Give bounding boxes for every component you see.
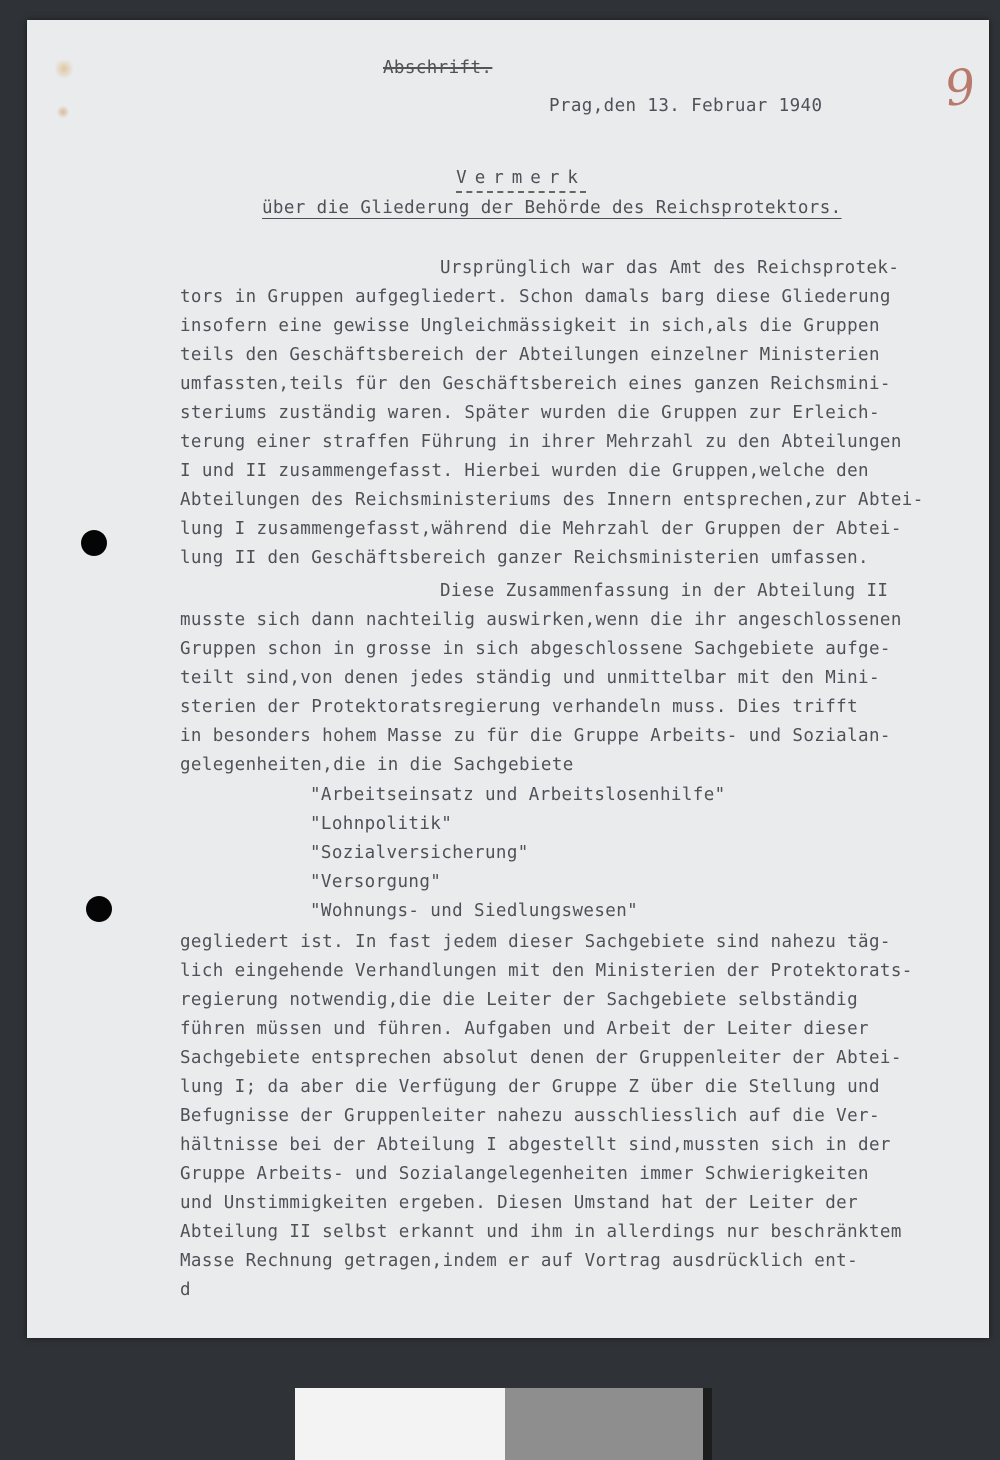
subject-area-item: "Wohnungs- und Siedlungswesen" [310,901,639,921]
paragraph-line: Abteilung II selbst erkannt und ihm in allerdings nur beschränktem [180,1222,902,1242]
rust-stain [55,58,73,80]
folio-number: 9 [941,58,980,118]
paragraph-line: umfassten,teils für den Geschäftsbereich eines ganzen Reichsmini- [180,374,891,394]
paragraph-line: gegliedert ist. In fast jedem dieser Sachgebiete sind nahezu täg- [180,932,891,952]
rust-stain [57,105,69,119]
paragraph-line: sterien der Protektoratsregierung verhandeln muss. Dies trifft [180,697,859,717]
paragraph-line: lung I zusammengefasst,während die Mehrzahl der Gruppen der Abtei- [180,519,902,539]
document-title: Vermerk [456,168,586,193]
document-page [27,20,989,1338]
paragraph-line: führen müssen und führen. Aufgaben und Arbeit der Leiter dieser [180,1019,869,1039]
paragraph-line: musste sich dann nachteilig auswirken,wenn die ihr angeschlossenen [180,610,902,630]
paragraph-line: und Unstimmigkeiten ergeben. Diesen Umstand hat der Leiter der [180,1193,859,1213]
paragraph-line: teilt sind,von denen jedes ständig und unmittelbar mit den Mini- [180,668,880,688]
paragraph-line: Befugnisse der Gruppenleiter nahezu ausschliesslich auf die Ver- [180,1106,880,1126]
paragraph-line: Gruppe Arbeits- und Sozialangelegenheiten immer Schwierigkeiten [180,1164,869,1184]
subject-area-item: "Versorgung" [310,872,442,892]
paragraph-line: terung einer straffen Führung in ihrer Mehrzahl zu den Abteilungen [180,432,902,452]
paragraph-line: lich eingehende Verhandlungen mit den Ministerien der Protektorats- [180,961,913,981]
paragraph-line: Diese Zusammenfassung in der Abteilung II [440,581,889,601]
subject-area-item: "Lohnpolitik" [310,814,453,834]
place-date: Prag,den 13. Februar 1940 [549,96,823,116]
paragraph-line: Ursprünglich war das Amt des Reichsprotek- [440,258,900,278]
punch-hole [81,530,107,556]
subject-area-item: "Arbeitseinsatz und Arbeitslosenhilfe" [310,785,726,805]
color-calibration-grey [505,1388,703,1460]
paragraph-line: Sachgebiete entsprechen absolut denen der Gruppenleiter der Abtei- [180,1048,902,1068]
document-subtitle: über die Gliederung der Behörde des Reichsprotektors. [262,198,842,218]
color-calibration-white [295,1388,505,1460]
paragraph-line: Abteilungen des Reichsministeriums des Innern entsprechen,zur Abtei- [180,490,924,510]
color-calibration-black [703,1388,712,1460]
subject-area-item: "Sozialversicherung" [310,843,529,863]
paragraph-line: steriums zuständig waren. Später wurden die Gruppen zur Erleich- [180,403,880,423]
paragraph-line: lung II den Geschäftsbereich ganzer Reichsministerien umfassen. [180,548,869,568]
header-stamp: Abschrift. [383,58,493,78]
paragraph-line: hältnisse bei der Abteilung I abgestellt sind,mussten sich in der [180,1135,891,1155]
paragraph-line: Gruppen schon in grosse in sich abgeschlossene Sachgebiete aufge- [180,639,891,659]
paragraph-line: in besonders hohem Masse zu für die Gruppe Arbeits- und Sozialan- [180,726,891,746]
paragraph-line: d [180,1280,191,1300]
paragraph-line: tors in Gruppen aufgegliedert. Schon damals barg diese Gliederung [180,287,891,307]
paragraph-line: regierung notwendig,die die Leiter der Sachgebiete selbständig [180,990,859,1010]
paragraph-line: lung I; da aber die Verfügung der Gruppe Z über die Stellung und [180,1077,880,1097]
punch-hole [86,896,112,922]
paragraph-line: teils den Geschäftsbereich der Abteilungen einzelner Ministerien [180,345,880,365]
paragraph-line: insofern eine gewisse Ungleichmässigkeit in sich,als die Gruppen [180,316,880,336]
paragraph-line: gelegenheiten,die in die Sachgebiete [180,755,574,775]
paragraph-line: Masse Rechnung getragen,indem er auf Vortrag ausdrücklich ent- [180,1251,859,1271]
paragraph-line: I und II zusammengefasst. Hierbei wurden die Gruppen,welche den [180,461,869,481]
